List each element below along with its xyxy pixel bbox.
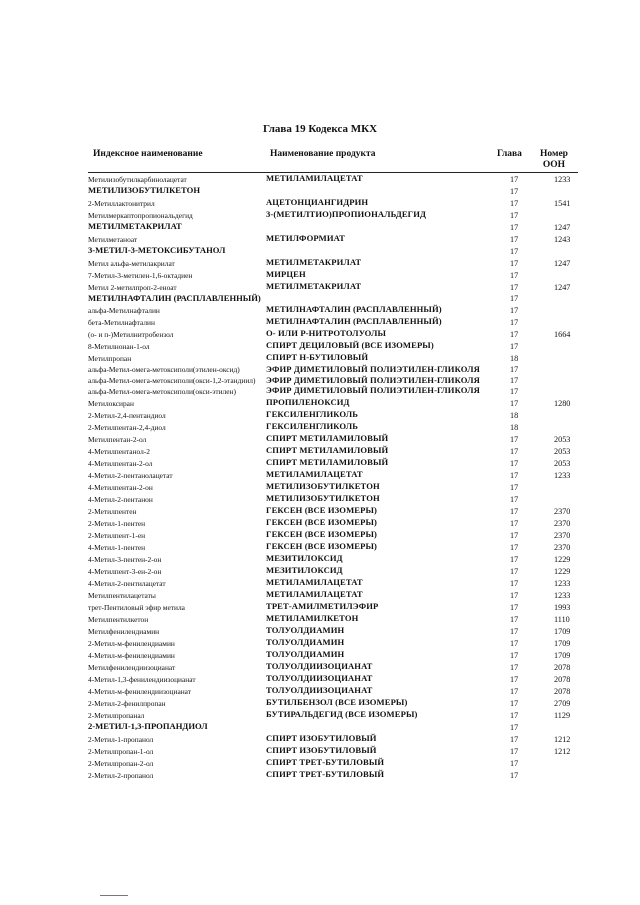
product-name-cell: ЭФИР ДИМЕТИЛОВЫЙ ПОЛИЭТИЛЕН-ГЛИКОЛЯ	[266, 385, 480, 395]
table-row	[88, 257, 586, 269]
product-name-cell: ЭФИР ДИМЕТИЛОВЫЙ ПОЛИЭТИЛЕН-ГЛИКОЛЯ	[266, 364, 480, 374]
table-row	[88, 445, 586, 457]
table-row	[88, 649, 586, 661]
product-name-cell: СПИРТ ТРЕТ-БУТИЛОВЫЙ	[266, 756, 385, 767]
index-name-cell: трет-Пентиловый эфир метила	[88, 602, 185, 612]
index-name-cell: 2-Метилпентен	[88, 506, 137, 516]
un-number-cell	[546, 493, 586, 505]
chapter-cell: 17	[510, 294, 519, 303]
table-row	[88, 757, 586, 769]
product-name-cell: МЕТИЛАМИЛАЦЕТАТ	[266, 576, 363, 587]
un-number-cell: 1233	[554, 578, 571, 588]
chapter-cell: 18	[510, 422, 519, 432]
chapter-cell: 17	[510, 566, 519, 576]
table-row	[88, 328, 586, 340]
chapter-cell: 17	[510, 686, 519, 696]
product-name-cell	[266, 245, 494, 257]
un-number-cell	[546, 316, 586, 328]
un-number-cell: 1247	[554, 259, 571, 268]
chapter-cell: 17	[510, 542, 519, 552]
index-name-cell: 2-Метил-2-пропанол	[88, 770, 154, 780]
products-table	[88, 173, 586, 781]
table-row	[88, 661, 586, 673]
product-name-cell: ПРОПИЛЕНОКСИД	[266, 396, 350, 407]
chapter-cell: 17	[510, 187, 519, 196]
index-name-cell: Метилизобутилкарбинолацетат	[88, 175, 187, 184]
index-name-cell: Метилфенилендиизоцианат	[88, 662, 176, 672]
chapter-cell: 17	[510, 494, 519, 504]
chapter-cell: 17	[510, 710, 519, 720]
un-number-cell	[546, 304, 586, 316]
table-row	[88, 197, 586, 209]
un-number-cell: 1212	[554, 734, 571, 744]
index-name-cell: 2-Метил-м-фенилендиамин	[88, 638, 175, 648]
chapter-cell: 17	[510, 283, 519, 292]
table-row	[88, 577, 586, 589]
index-name-cell: Метилфенилендиамин	[88, 626, 160, 636]
un-number-cell	[546, 721, 586, 733]
table-row	[88, 457, 586, 469]
table-row	[88, 673, 586, 685]
index-name-cell: Метилпентилацетаты	[88, 590, 156, 600]
index-name-cell: 4-Метил-2-пентилацетат	[88, 578, 166, 588]
chapter-cell: 17	[510, 259, 519, 268]
un-number-cell: 2053	[554, 434, 571, 444]
chapter-cell: 17	[510, 674, 519, 684]
table-row	[88, 185, 586, 197]
index-name-cell: 4-Метилпент-3-ен-2-он	[88, 566, 162, 576]
un-number-cell: 1247	[554, 223, 571, 232]
product-name-cell: ТРЕТ-АМИЛМЕТИЛЭФИР	[266, 600, 379, 611]
un-number-cell: 1247	[554, 283, 571, 292]
un-number-cell	[546, 375, 586, 386]
product-name-cell	[266, 221, 494, 233]
table-row	[88, 769, 586, 781]
table-row	[88, 340, 586, 352]
table-row	[88, 613, 586, 625]
product-name-cell: ТОЛУОЛДИИЗОЦИАНАТ	[266, 660, 373, 671]
product-name-cell: МЕТИЛФОРМИАТ	[266, 233, 345, 243]
un-number-cell: 1541	[554, 199, 571, 208]
table-row	[88, 364, 586, 375]
index-name-cell: 2-Метилпропан-2-ол	[88, 758, 154, 768]
index-name-cell: 2-Метилпент-1-ен	[88, 530, 146, 540]
column-header-index-name: Индексное наименование	[93, 149, 203, 159]
product-name-cell: СПИРТ ИЗОБУТИЛОВЫЙ	[266, 732, 377, 743]
table-row	[88, 316, 586, 328]
table-row	[88, 493, 586, 505]
column-header-chapter: Глава	[497, 149, 522, 159]
product-name-cell: ТОЛУОЛДИАМИН	[266, 624, 345, 635]
chapter-cell: 17	[510, 175, 519, 184]
table-row	[88, 245, 586, 257]
chapter-cell: 17	[510, 638, 519, 648]
chapter-cell: 17	[510, 650, 519, 660]
table-row	[88, 637, 586, 649]
product-name-cell: ГЕКСИЛЕНГЛИКОЛЬ	[266, 420, 359, 431]
un-number-cell	[546, 421, 586, 433]
product-name-cell: ГЕКСЕН (ВСЕ ИЗОМЕРЫ)	[266, 540, 377, 551]
un-number-cell: 2370	[554, 542, 571, 552]
product-name-cell: МЕТИЛАМИЛАЦЕТАТ	[266, 468, 363, 479]
index-name-cell: МЕТИЛМЕТАКРИЛАТ	[88, 221, 182, 231]
chapter-cell: 17	[510, 602, 519, 612]
index-name-cell: МЕТИЛНАФТАЛИН (РАСПЛАВЛЕННЫЙ)	[88, 293, 261, 303]
chapter-cell: 17	[510, 578, 519, 588]
table-row	[88, 589, 586, 601]
product-name-cell: О- ИЛИ Р-НИТРОТОЛУОЛЫ	[266, 328, 387, 338]
index-name-cell: 2-Метилпентан-2,4-диол	[88, 422, 166, 432]
index-name-cell: 4-Метилпентанол-2	[88, 446, 150, 456]
table-row	[88, 625, 586, 637]
chapter-cell: 17	[510, 626, 519, 636]
index-name-cell: 2-Метил-1-пропанол	[88, 734, 154, 744]
product-name-cell: ТОЛУОЛДИАМИН	[266, 636, 345, 647]
product-name-cell: ГЕКСЕН (ВСЕ ИЗОМЕРЫ)	[266, 504, 377, 515]
product-name-cell: ЭФИР ДИМЕТИЛОВЫЙ ПОЛИЭТИЛЕН-ГЛИКОЛЯ	[266, 375, 480, 385]
index-name-cell: Метилпропан	[88, 354, 132, 363]
product-name-cell: ТОЛУОЛДИИЗОЦИАНАТ	[266, 684, 373, 695]
un-number-cell	[546, 386, 586, 397]
table-row	[88, 553, 586, 565]
table-row	[88, 469, 586, 481]
product-name-cell: МЕЗИТИЛОКСИД	[266, 564, 343, 575]
table-row	[88, 697, 586, 709]
table-row	[88, 565, 586, 577]
table-row	[88, 421, 586, 433]
table-row	[88, 304, 586, 316]
chapter-cell: 17	[510, 342, 519, 351]
table-row	[88, 281, 586, 293]
chapter-cell: 17	[510, 398, 519, 408]
index-name-cell: 2-Метилпропан-1-ол	[88, 746, 154, 756]
product-name-cell: МЕТИЛМЕТАКРИЛАТ	[266, 257, 362, 267]
product-name-cell: МЕТИЛНАФТАЛИН (РАСПЛАВЛЕННЫЙ)	[266, 316, 442, 326]
un-number-cell: 1212	[554, 746, 571, 756]
chapter-cell: 17	[510, 434, 519, 444]
chapter-cell: 17	[510, 376, 519, 385]
index-name-cell: Метилмеркаптопропиональдегид	[88, 211, 193, 220]
product-name-cell	[266, 185, 494, 197]
index-name-cell: альфа-Метил-омега-метоксиполи(этилен-оксид)	[88, 365, 240, 374]
product-name-cell: СПИРТ ИЗОБУТИЛОВЫЙ	[266, 744, 377, 755]
index-name-cell: 2-Метилпропанал	[88, 710, 145, 720]
un-number-cell: 2078	[554, 686, 571, 696]
index-name-cell: 4-Метилпентан-2-он	[88, 482, 153, 492]
chapter-cell: 17	[510, 698, 519, 708]
table-row	[88, 221, 586, 233]
page-title: Глава 19 Кодекса МКХ	[262, 123, 378, 135]
chapter-cell: 17	[510, 271, 519, 280]
chapter-cell: 18	[510, 354, 519, 363]
un-number-cell	[546, 269, 586, 281]
chapter-cell: 17	[510, 746, 519, 756]
un-number-cell: 2078	[554, 662, 571, 672]
un-number-cell: 2078	[554, 674, 571, 684]
index-name-cell: 2-Метиллактонитрил	[88, 199, 155, 208]
index-name-cell: 4-Метил-1-пентен	[88, 542, 146, 552]
product-name-cell	[266, 721, 494, 733]
index-name-cell: 4-Метил-3-пентен-2-он	[88, 554, 162, 564]
index-name-cell: 3-МЕТИЛ-3-МЕТОКСИБУТАНОЛ	[88, 245, 226, 255]
chapter-cell: 17	[510, 199, 519, 208]
chapter-cell: 17	[510, 306, 519, 315]
table-row	[88, 433, 586, 445]
chapter-cell: 17	[510, 211, 519, 220]
chapter-cell: 17	[510, 722, 519, 732]
chapter-cell: 17	[510, 223, 519, 232]
un-number-cell	[546, 364, 586, 375]
index-name-cell: альфа-Метил-омега-метоксиполи(окси-1,2-этандиил)	[88, 376, 256, 385]
index-name-cell: 4-Метил-2-пентанолацетат	[88, 470, 173, 480]
un-number-cell: 1709	[554, 626, 571, 636]
chapter-cell: 17	[510, 482, 519, 492]
product-name-cell	[266, 293, 494, 304]
product-name-cell: ГЕКСЕН (ВСЕ ИЗОМЕРЫ)	[266, 528, 377, 539]
product-name-cell: МЕТИЛНАФТАЛИН (РАСПЛАВЛЕННЫЙ)	[266, 304, 442, 314]
product-name-cell: СПИРТ Н-БУТИЛОВЫЙ	[266, 352, 369, 362]
un-number-cell	[546, 481, 586, 493]
un-number-cell	[546, 209, 586, 221]
product-name-cell: СПИРТ МЕТИЛАМИЛОВЫЙ	[266, 456, 389, 467]
table-row	[88, 409, 586, 421]
chapter-cell: 17	[510, 365, 519, 374]
table-row	[88, 721, 586, 733]
chapter-cell: 17	[510, 506, 519, 516]
index-name-cell: Метил альфа-метилакрилат	[88, 259, 175, 268]
chapter-cell: 17	[510, 330, 519, 339]
un-number-cell: 2370	[554, 518, 571, 528]
un-number-cell	[546, 185, 586, 197]
chapter-cell: 18	[510, 410, 519, 420]
product-name-cell: СПИРТ ТРЕТ-БУТИЛОВЫЙ	[266, 768, 385, 779]
index-name-cell: 2-Метил-2,4-пентандиол	[88, 410, 166, 420]
index-name-cell: 8-Метилнонан-1-ол	[88, 342, 150, 351]
product-name-cell: МЕТИЛАМИЛАЦЕТАТ	[266, 588, 363, 599]
product-name-cell: ТОЛУОЛДИАМИН	[266, 648, 345, 659]
un-number-cell	[546, 352, 586, 364]
product-name-cell: МЕТИЛМЕТАКРИЛАТ	[266, 281, 362, 291]
un-number-cell	[546, 340, 586, 352]
chapter-cell: 17	[510, 770, 519, 780]
index-name-cell: МЕТИЛИЗОБУТИЛКЕТОН	[88, 185, 201, 195]
product-name-cell: МЕТИЛАМИЛКЕТОН	[266, 612, 359, 623]
un-number-cell: 1229	[554, 554, 571, 564]
table-row	[88, 709, 586, 721]
un-number-cell: 2053	[554, 446, 571, 456]
index-name-cell: Метилпентан-2-ол	[88, 434, 147, 444]
un-number-cell: 2053	[554, 458, 571, 468]
column-header-product-name: Наименование продукта	[270, 149, 376, 159]
un-number-cell: 1280	[554, 398, 571, 408]
table-row	[88, 481, 586, 493]
un-number-cell: 2370	[554, 530, 571, 540]
un-number-cell: 1229	[554, 566, 571, 576]
chapter-cell: 17	[510, 235, 519, 244]
index-name-cell: 4-Метил-2-пентанон	[88, 494, 153, 504]
index-name-cell: 7-Метил-3-метилен-1,6-октадиен	[88, 271, 193, 280]
product-name-cell: СПИРТ МЕТИЛАМИЛОВЫЙ	[266, 432, 389, 443]
un-number-cell: 1709	[554, 638, 571, 648]
un-number-cell	[546, 293, 586, 304]
product-name-cell: БУТИРАЛЬДЕГИД (ВСЕ ИЗОМЕРЫ)	[266, 708, 418, 719]
product-name-cell: СПИРТ МЕТИЛАМИЛОВЫЙ	[266, 444, 389, 455]
index-name-cell: Метил 2-метилпроп-2-еноат	[88, 283, 177, 292]
index-name-cell: 2-Метил-2-фенилпропан	[88, 698, 166, 708]
un-number-cell: 1993	[554, 602, 571, 612]
index-name-cell: (о- и п-)Метилнитробензол	[88, 330, 174, 339]
chapter-cell: 17	[510, 554, 519, 564]
table-row	[88, 386, 586, 397]
un-number-cell	[546, 409, 586, 421]
index-name-cell: 4-Метил-м-фенилендиизоцианат	[88, 686, 191, 696]
chapter-cell: 17	[510, 247, 519, 256]
product-name-cell: СПИРТ ДЕЦИЛОВЫЙ (ВСЕ ИЗОМЕРЫ)	[266, 340, 434, 350]
un-number-cell: 2370	[554, 506, 571, 516]
chapter-cell: 17	[510, 530, 519, 540]
index-name-cell: 4-Метилпентан-2-ол	[88, 458, 153, 468]
index-name-cell: Метилоксиран	[88, 398, 134, 408]
table-row	[88, 745, 586, 757]
chapter-cell: 17	[510, 758, 519, 768]
product-name-cell: МИРЦЕН	[266, 269, 306, 279]
chapter-cell: 17	[510, 458, 519, 468]
chapter-cell: 17	[510, 470, 519, 480]
table-row	[88, 233, 586, 245]
index-name-cell: Метилпентилкетон	[88, 614, 149, 624]
table-row	[88, 352, 586, 364]
product-name-cell: МЕТИЛИЗОБУТИЛКЕТОН	[266, 492, 380, 503]
table-row	[88, 505, 586, 517]
scan-artifact	[100, 895, 128, 896]
table-row	[88, 269, 586, 281]
table-row	[88, 209, 586, 221]
table-row	[88, 685, 586, 697]
un-number-cell: 1233	[554, 175, 571, 184]
un-number-cell: 2709	[554, 698, 571, 708]
un-number-cell: 1709	[554, 650, 571, 660]
un-number-cell: 1129	[554, 710, 571, 720]
product-name-cell: ГЕКСИЛЕНГЛИКОЛЬ	[266, 408, 359, 419]
un-number-cell: 1110	[554, 614, 570, 624]
table-row	[88, 529, 586, 541]
index-name-cell: 4-Метил-1,3-фенилендиизоцианат	[88, 674, 196, 684]
table-row	[88, 541, 586, 553]
index-name-cell: альфа-Метилнафталин	[88, 306, 160, 315]
un-number-cell	[546, 757, 586, 769]
chapter-cell: 17	[510, 518, 519, 528]
product-name-cell: БУТИЛБЕНЗОЛ (ВСЕ ИЗОМЕРЫ)	[266, 696, 408, 707]
un-number-cell	[546, 769, 586, 781]
table-row	[88, 173, 586, 185]
product-name-cell: 3-(МЕТИЛТИО)ПРОПИОНАЛЬДЕГИД	[266, 209, 427, 219]
un-number-cell: 1233	[554, 590, 571, 600]
table-row	[88, 293, 586, 304]
product-name-cell: МЕТИЛИЗОБУТИЛКЕТОН	[266, 480, 380, 491]
index-name-cell: Метилметаноат	[88, 235, 138, 244]
index-name-cell: 4-Метил-м-фенилендиамин	[88, 650, 175, 660]
chapter-cell: 17	[510, 590, 519, 600]
chapter-cell: 17	[510, 662, 519, 672]
product-name-cell: ТОЛУОЛДИИЗОЦИАНАТ	[266, 672, 373, 683]
index-name-cell: альфа-Метил-омега-метоксиполи(окси-этилен)	[88, 387, 236, 396]
product-name-cell: МЕЗИТИЛОКСИД	[266, 552, 343, 563]
un-number-cell: 1664	[554, 330, 571, 339]
un-number-cell: 1233	[554, 470, 571, 480]
product-name-cell: АЦЕТОНЦИАНГИДРИН	[266, 197, 369, 207]
index-name-cell: 2-Метил-1-пентен	[88, 518, 146, 528]
table-row	[88, 397, 586, 409]
product-name-cell: МЕТИЛАМИЛАЦЕТАТ	[266, 173, 363, 183]
index-name-cell: 2-МЕТИЛ-1,3-ПРОПАНДИОЛ	[88, 720, 208, 731]
table-row	[88, 601, 586, 613]
un-number-cell: 1243	[554, 235, 571, 244]
chapter-cell: 17	[510, 734, 519, 744]
un-number-cell	[546, 245, 586, 257]
product-name-cell: ГЕКСЕН (ВСЕ ИЗОМЕРЫ)	[266, 516, 377, 527]
index-name-cell: бета-Метилнафталин	[88, 318, 155, 327]
chapter-cell: 17	[510, 387, 519, 396]
table-row	[88, 733, 586, 745]
column-header-un-number: Номер ООН	[540, 149, 568, 170]
chapter-cell: 17	[510, 446, 519, 456]
table-row	[88, 517, 586, 529]
chapter-cell: 17	[510, 614, 519, 624]
chapter-cell: 17	[510, 318, 519, 327]
